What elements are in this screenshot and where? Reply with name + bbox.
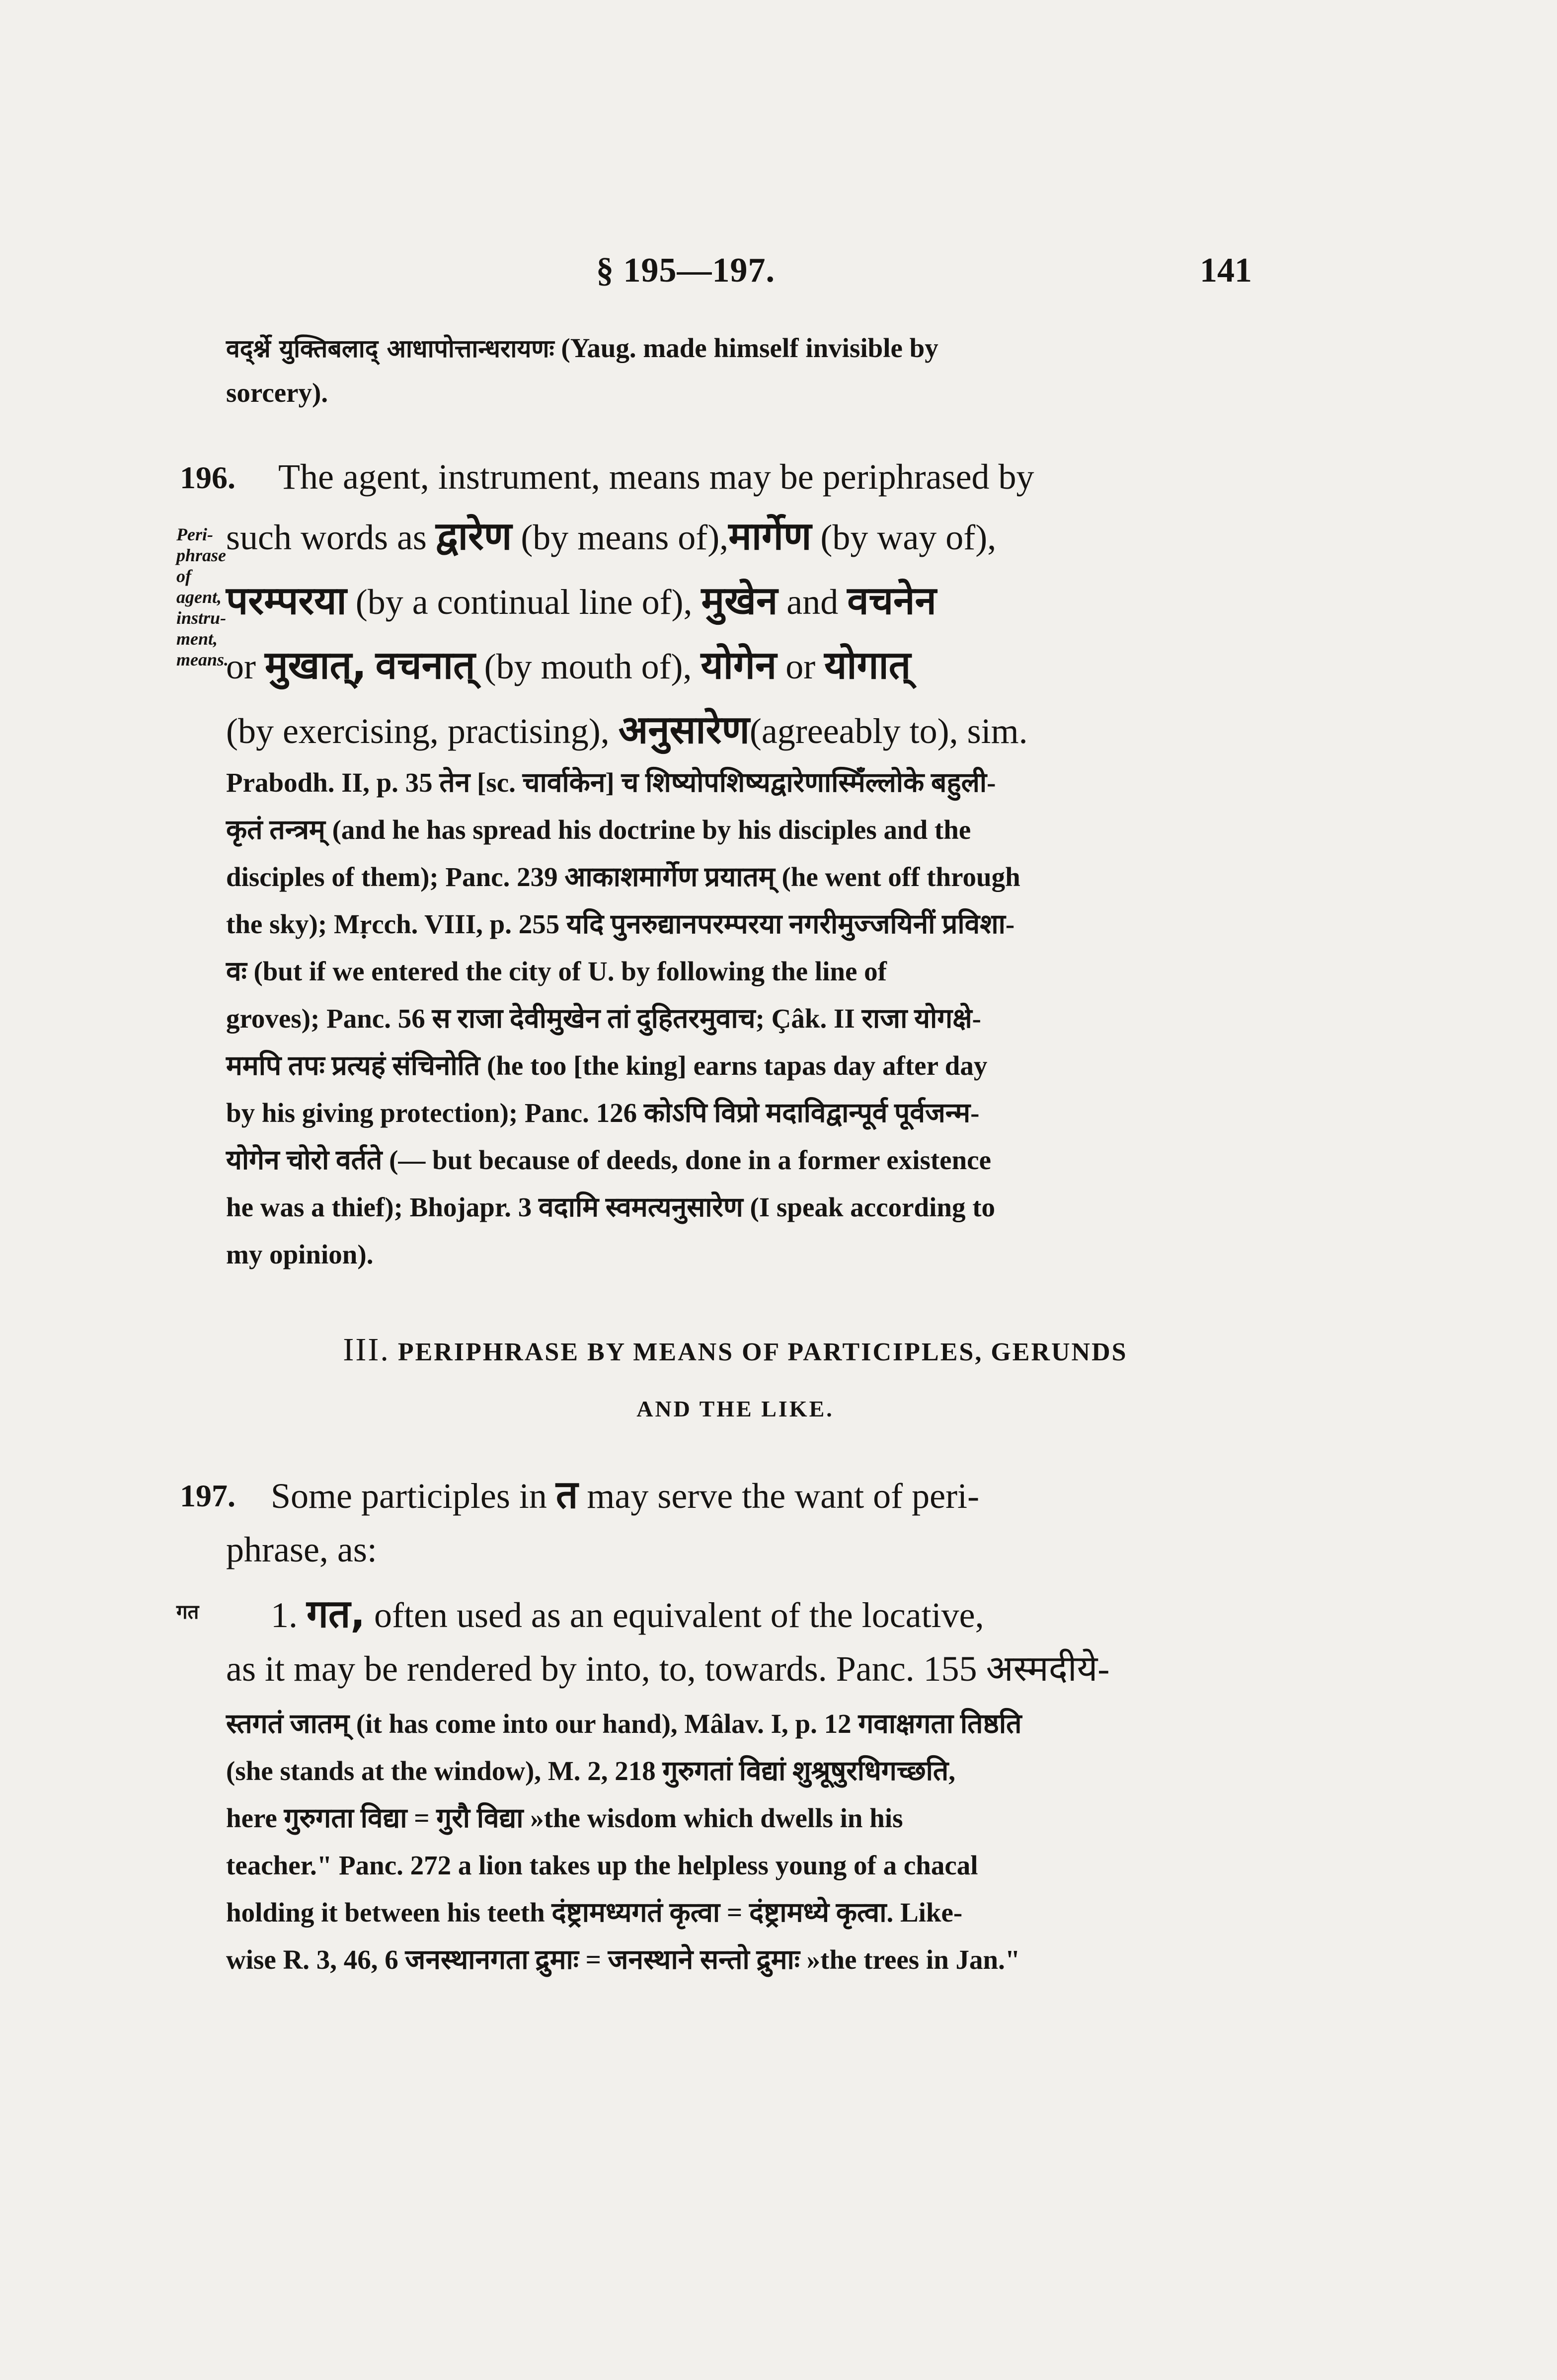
s197-example-1: स्तगतं जातम्‌ (it has come into our hand), Mâlav. I, p. 12 गवाक्षगता तिष्ठति [226, 1709, 1022, 1739]
paragraph-number-197: 197. [180, 1478, 235, 1513]
s196-line-1: The agent, instrument, means may be periphrased by [278, 457, 1034, 497]
s196-example-8: by his giving protection); Panc. 126 कोऽपि विप्रो मदाविद्वान्पूर्व पूर्वजन्म- [226, 1098, 980, 1128]
s197-line-2: phrase, as: [226, 1530, 377, 1569]
sanskrit-paramparaya: परम्परया [226, 579, 347, 623]
margin-note-196: Peri- phrase of agent, instru- ment, means. [176, 524, 229, 669]
s197-line-4: as it may be rendered by into, to, towards. Panc. 155 अस्मदीये- [226, 1649, 1110, 1689]
s196-example-11: my opinion). [226, 1239, 374, 1269]
heading-title-line-2: AND THE LIKE. [636, 1396, 834, 1421]
sanskrit-dvarena: द्वारेण [435, 514, 512, 559]
s196-example-3: disciples of them); Panc. 239 आकाशमार्गेण प्रयातम्‌ (he went off through [226, 862, 1020, 892]
s196-example-5: वः (but if we entered the city of U. by following the line of [226, 956, 887, 986]
s196-line-3: परम्परया (by a continual line of), मुखेन and वचनेन [226, 579, 936, 623]
intro-line-1 [226, 325, 1245, 372]
s196-line-5: (by exercising, practising), अनुसारेण(agreeably to), sim. [226, 708, 1028, 752]
s196-example-1: Prabodh. II, p. 35 तेन [sc. चार्वाकेन] च शिष्योपशिष्यद्वारेणास्मिँल्लोके बहुली- [226, 767, 996, 798]
sanskrit-mukhat: मुखात्‌, [264, 643, 367, 688]
s197-example-6: wise R. 3, 46, 6 जनस्थानगता द्रुमाः = जनस्थाने सन्तो द्रुमाः »the trees in Jan." [226, 1944, 1020, 1975]
sanskrit-vacanat: वचनात्‌ [375, 643, 475, 688]
section-range: § 195—197. [596, 251, 775, 290]
section-heading-iii [226, 1331, 1245, 1369]
intro-sanskrit: वद्‌र्श्ने युक्तिबलाद्‌ आधापोत्तान्धरायणः [226, 334, 554, 363]
sanskrit-yogat: योगात्‌ [824, 643, 911, 688]
s196-example-9: योगेन चोरो वर्तते (— but because of deeds, done in a former existence [226, 1145, 991, 1175]
running-header [596, 251, 1252, 291]
sanskrit-ta: त [555, 1473, 578, 1517]
sanskrit-yogena: योगेन [701, 643, 777, 688]
sanskrit-mukhena: मुखेन [701, 579, 778, 623]
heading-roman-numeral: III. [343, 1332, 390, 1368]
s197-example-4: teacher." Panc. 272 a lion takes up the helpless young of a chacal [226, 1850, 978, 1880]
sanskrit-anusarena: अनुसारेण [618, 708, 750, 752]
s196-line-2: such words as द्वारेण (by means of),मार्गेण (by way of), [226, 514, 997, 559]
s197-example-2: (she stands at the window), M. 2, 218 गुरुगतां विद्यां शुश्रूषुरधिगच्छति, [226, 1756, 955, 1786]
s196-example-7: ममपि तपः प्रत्यहं संचिनोति (he too [the king] earns tapas day after day [226, 1050, 988, 1081]
intro-translation: (Yaug. made himself invisible by [561, 333, 938, 363]
s197-line-1: Some participles in त may serve the want of peri- [271, 1473, 980, 1517]
s196-example-4: the sky); Mṛcch. VIII, p. 255 यदि पुनरुद्यानपरम्परया नगरीमुज्जयिनीं प्रविशा- [226, 909, 1015, 939]
sanskrit-gata: गत, [307, 1592, 366, 1636]
s197-example-3: here गुरुगता विद्या = गुरौ विद्या »the wisdom which dwells in his [226, 1803, 903, 1833]
margin-note-gata: गत [176, 1601, 199, 1624]
s197-line-3: 1. गत, often used as an equivalent of the locative, [271, 1592, 984, 1636]
page-number: 141 [1200, 251, 1252, 290]
intro-line-2: sorcery). [226, 377, 328, 408]
s196-example-2: कृतं तन्त्रम्‌ (and he has spread his doctrine by his disciples and the [226, 815, 971, 845]
heading-title-line-1: PERIPHRASE BY MEANS OF PARTICIPLES, GERUNDS [397, 1338, 1128, 1366]
s196-line-4: or मुखात्‌, वचनात्‌ (by mouth of), योगेन or योगात्‌ [226, 643, 911, 688]
s196-example-6: groves); Panc. 56 स राजा देवीमुखेन तां दुहितरमुवाच; Çâk. II राजा योगक्षे- [226, 1003, 981, 1034]
sanskrit-margena: मार्गेण [728, 514, 812, 559]
s197-example-5: holding it between his teeth दंष्ट्रामध्यगतं कृत्वा = दंष्ट्रामध्ये कृत्वा. Like- [226, 1897, 963, 1928]
s196-example-10: he was a thief); Bhojapr. 3 वदामि स्वमत्यनुसारेण (I speak according to [226, 1192, 996, 1222]
sanskrit-vacanena: वचनेन [847, 579, 936, 623]
paragraph-number-196: 196. [180, 460, 235, 495]
